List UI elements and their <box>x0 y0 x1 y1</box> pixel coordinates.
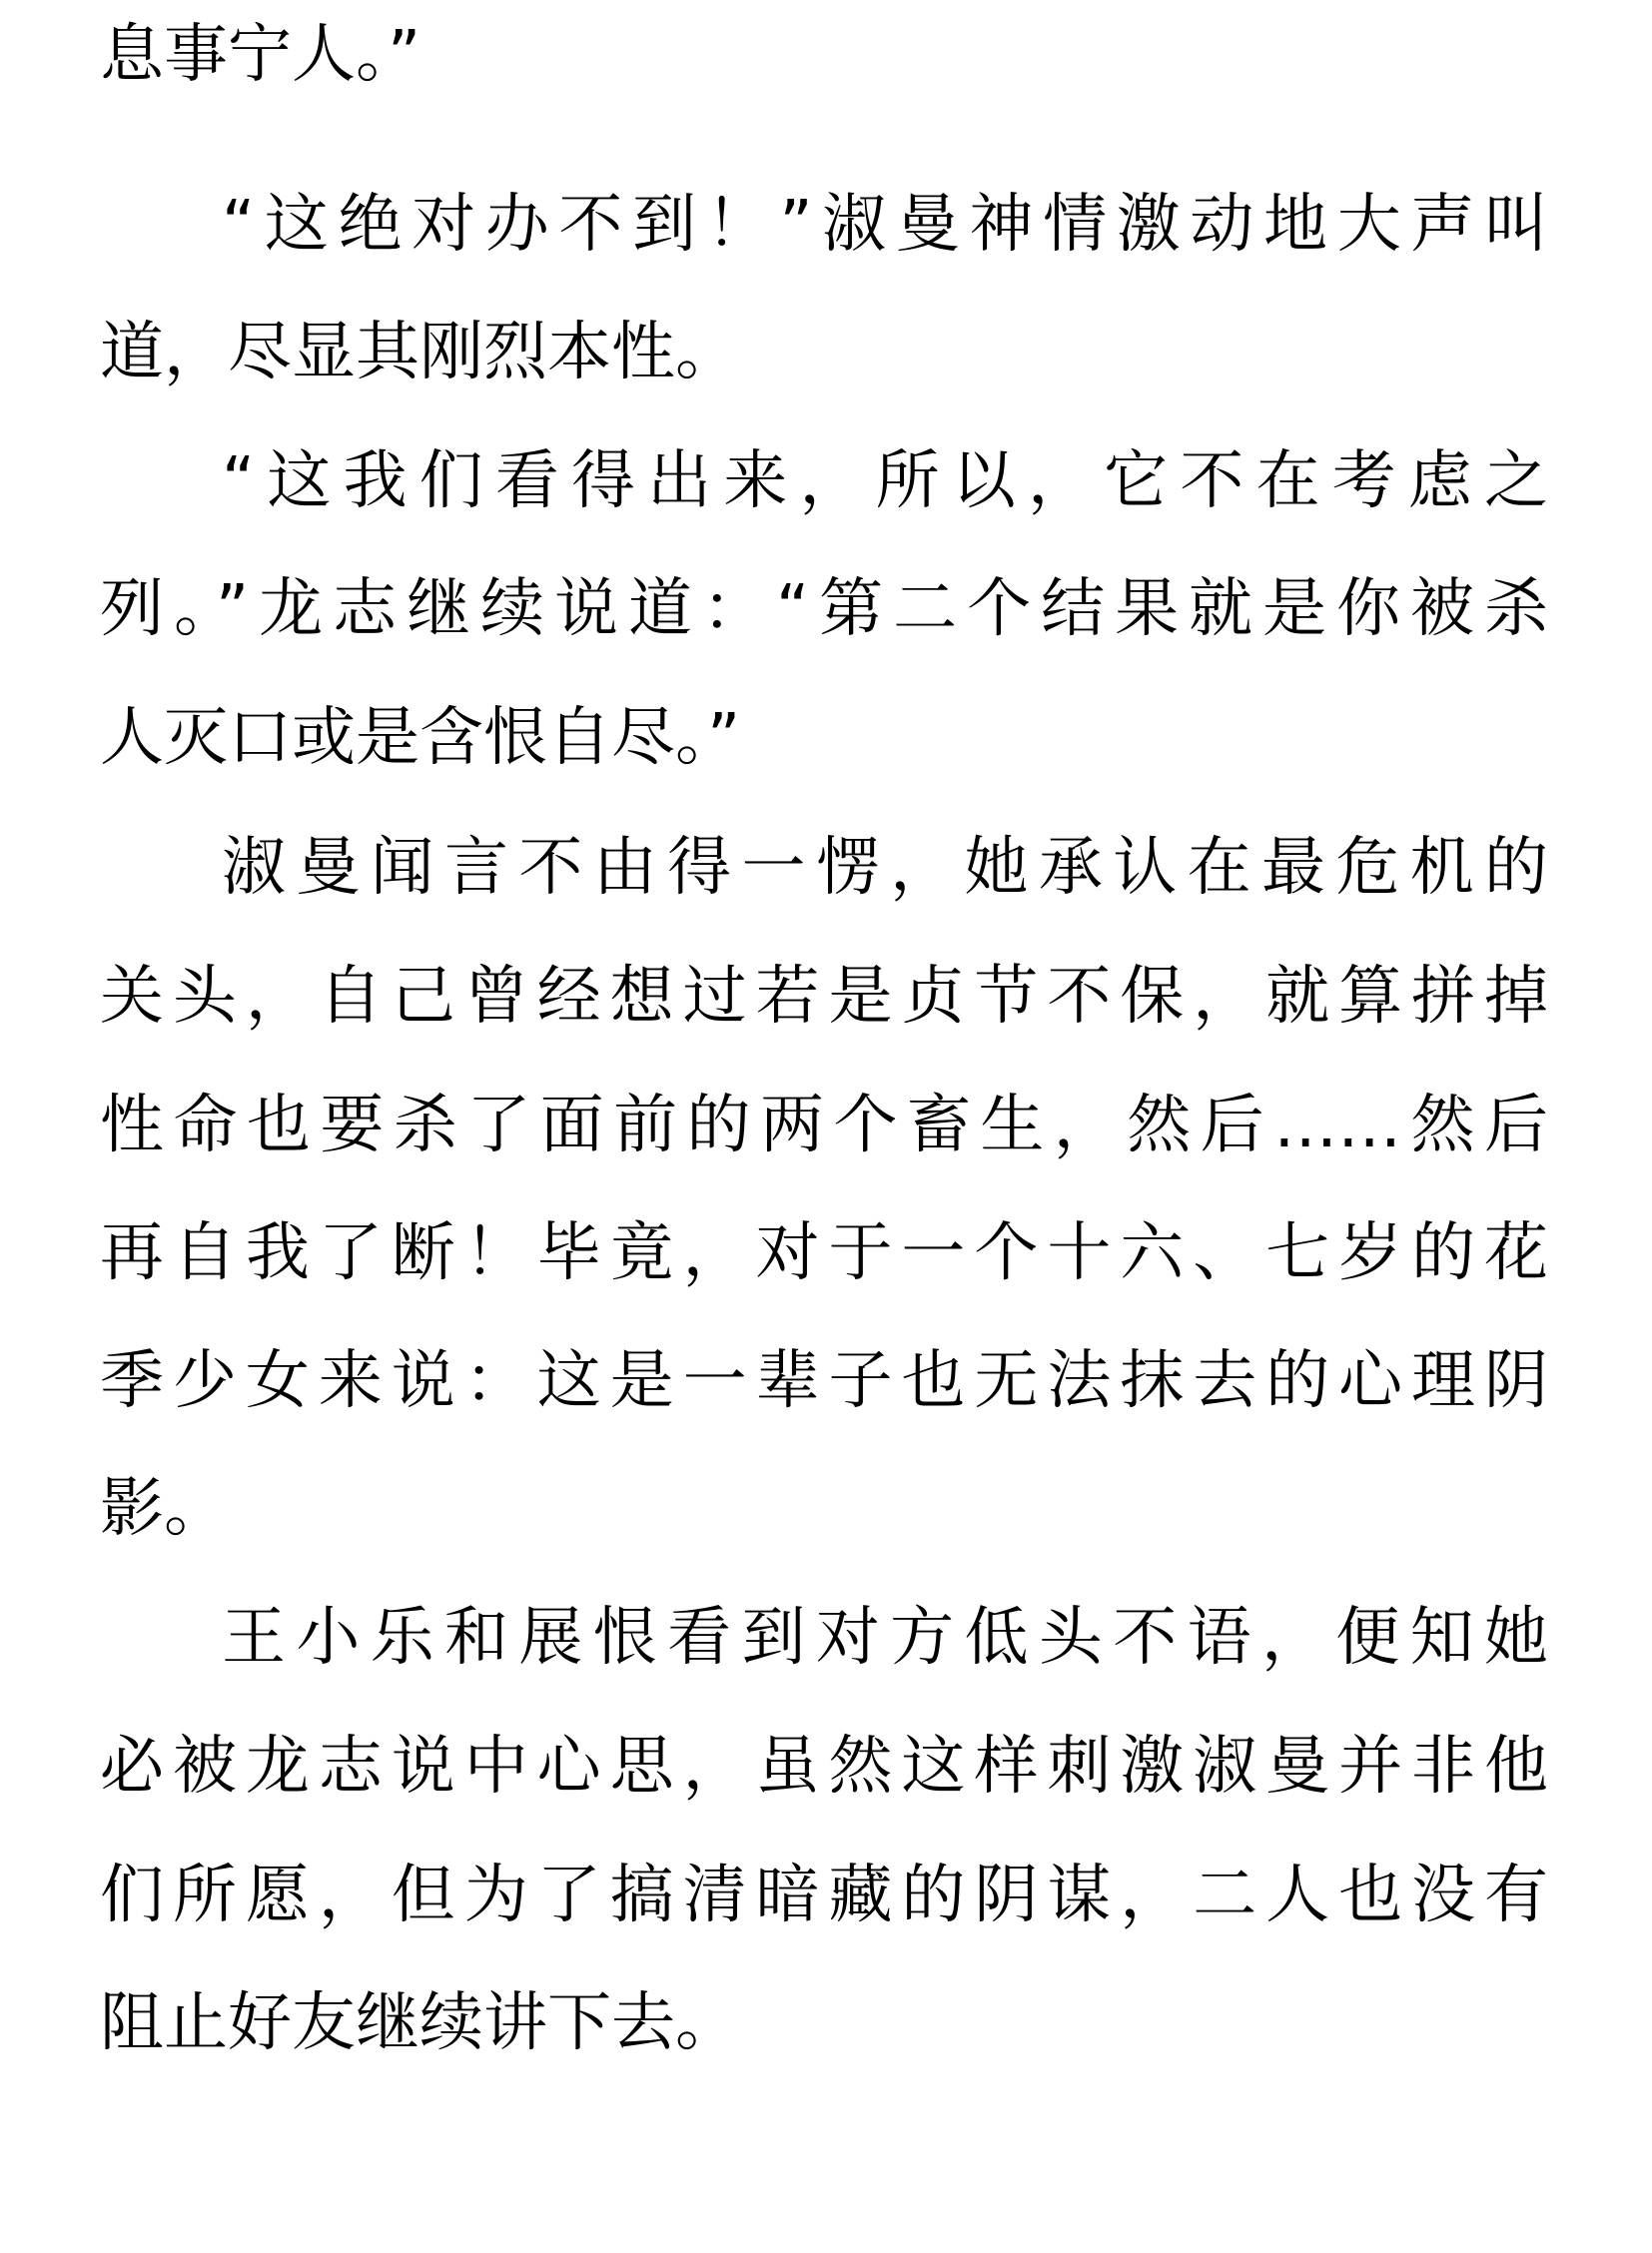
text-line: 人灭口或是含恨自尽。” <box>100 701 741 775</box>
text-line: 季少女来说：这是一辈子也无法抹去的心理阴 <box>100 1344 1548 1418</box>
text-line: 关头，自己曾经想过若是贞节不保，就算拼掉 <box>100 960 1548 1034</box>
text-line: 息事宁人。” <box>100 18 421 92</box>
text-line: 影。 <box>100 1472 228 1546</box>
text-line: 们所愿，但为了搞清暗藏的阴谋，二人也没有 <box>100 1859 1548 1932</box>
text-line: 列。”龙志继续说道：“第二个结果就是你被杀 <box>100 572 1548 646</box>
paragraph-first-line: 淑曼闻言不由得一愣，她承认在最危机的 <box>222 831 1548 905</box>
text-line: 必被龙志说中心思，虽然这样刺激淑曼并非他 <box>100 1730 1548 1804</box>
paragraph-first-line: 王小乐和展恨看到对方低头不语，便知她 <box>222 1601 1548 1675</box>
text-line: 阻止好友继续讲下去。 <box>100 1986 739 2060</box>
text-line: 再自我了断！毕竟，对于一个十六、七岁的花 <box>100 1216 1548 1290</box>
text-line: 性命也要杀了面前的两个畜生，然后……然后 <box>100 1089 1548 1162</box>
paragraph-first-line: “这绝对办不到！”淑曼神情激动地大声叫 <box>222 188 1548 262</box>
paragraph-first-line: “这我们看得出来，所以，它不在考虑之 <box>222 444 1548 518</box>
text-line: 道，尽显其刚烈本性。 <box>100 316 739 389</box>
